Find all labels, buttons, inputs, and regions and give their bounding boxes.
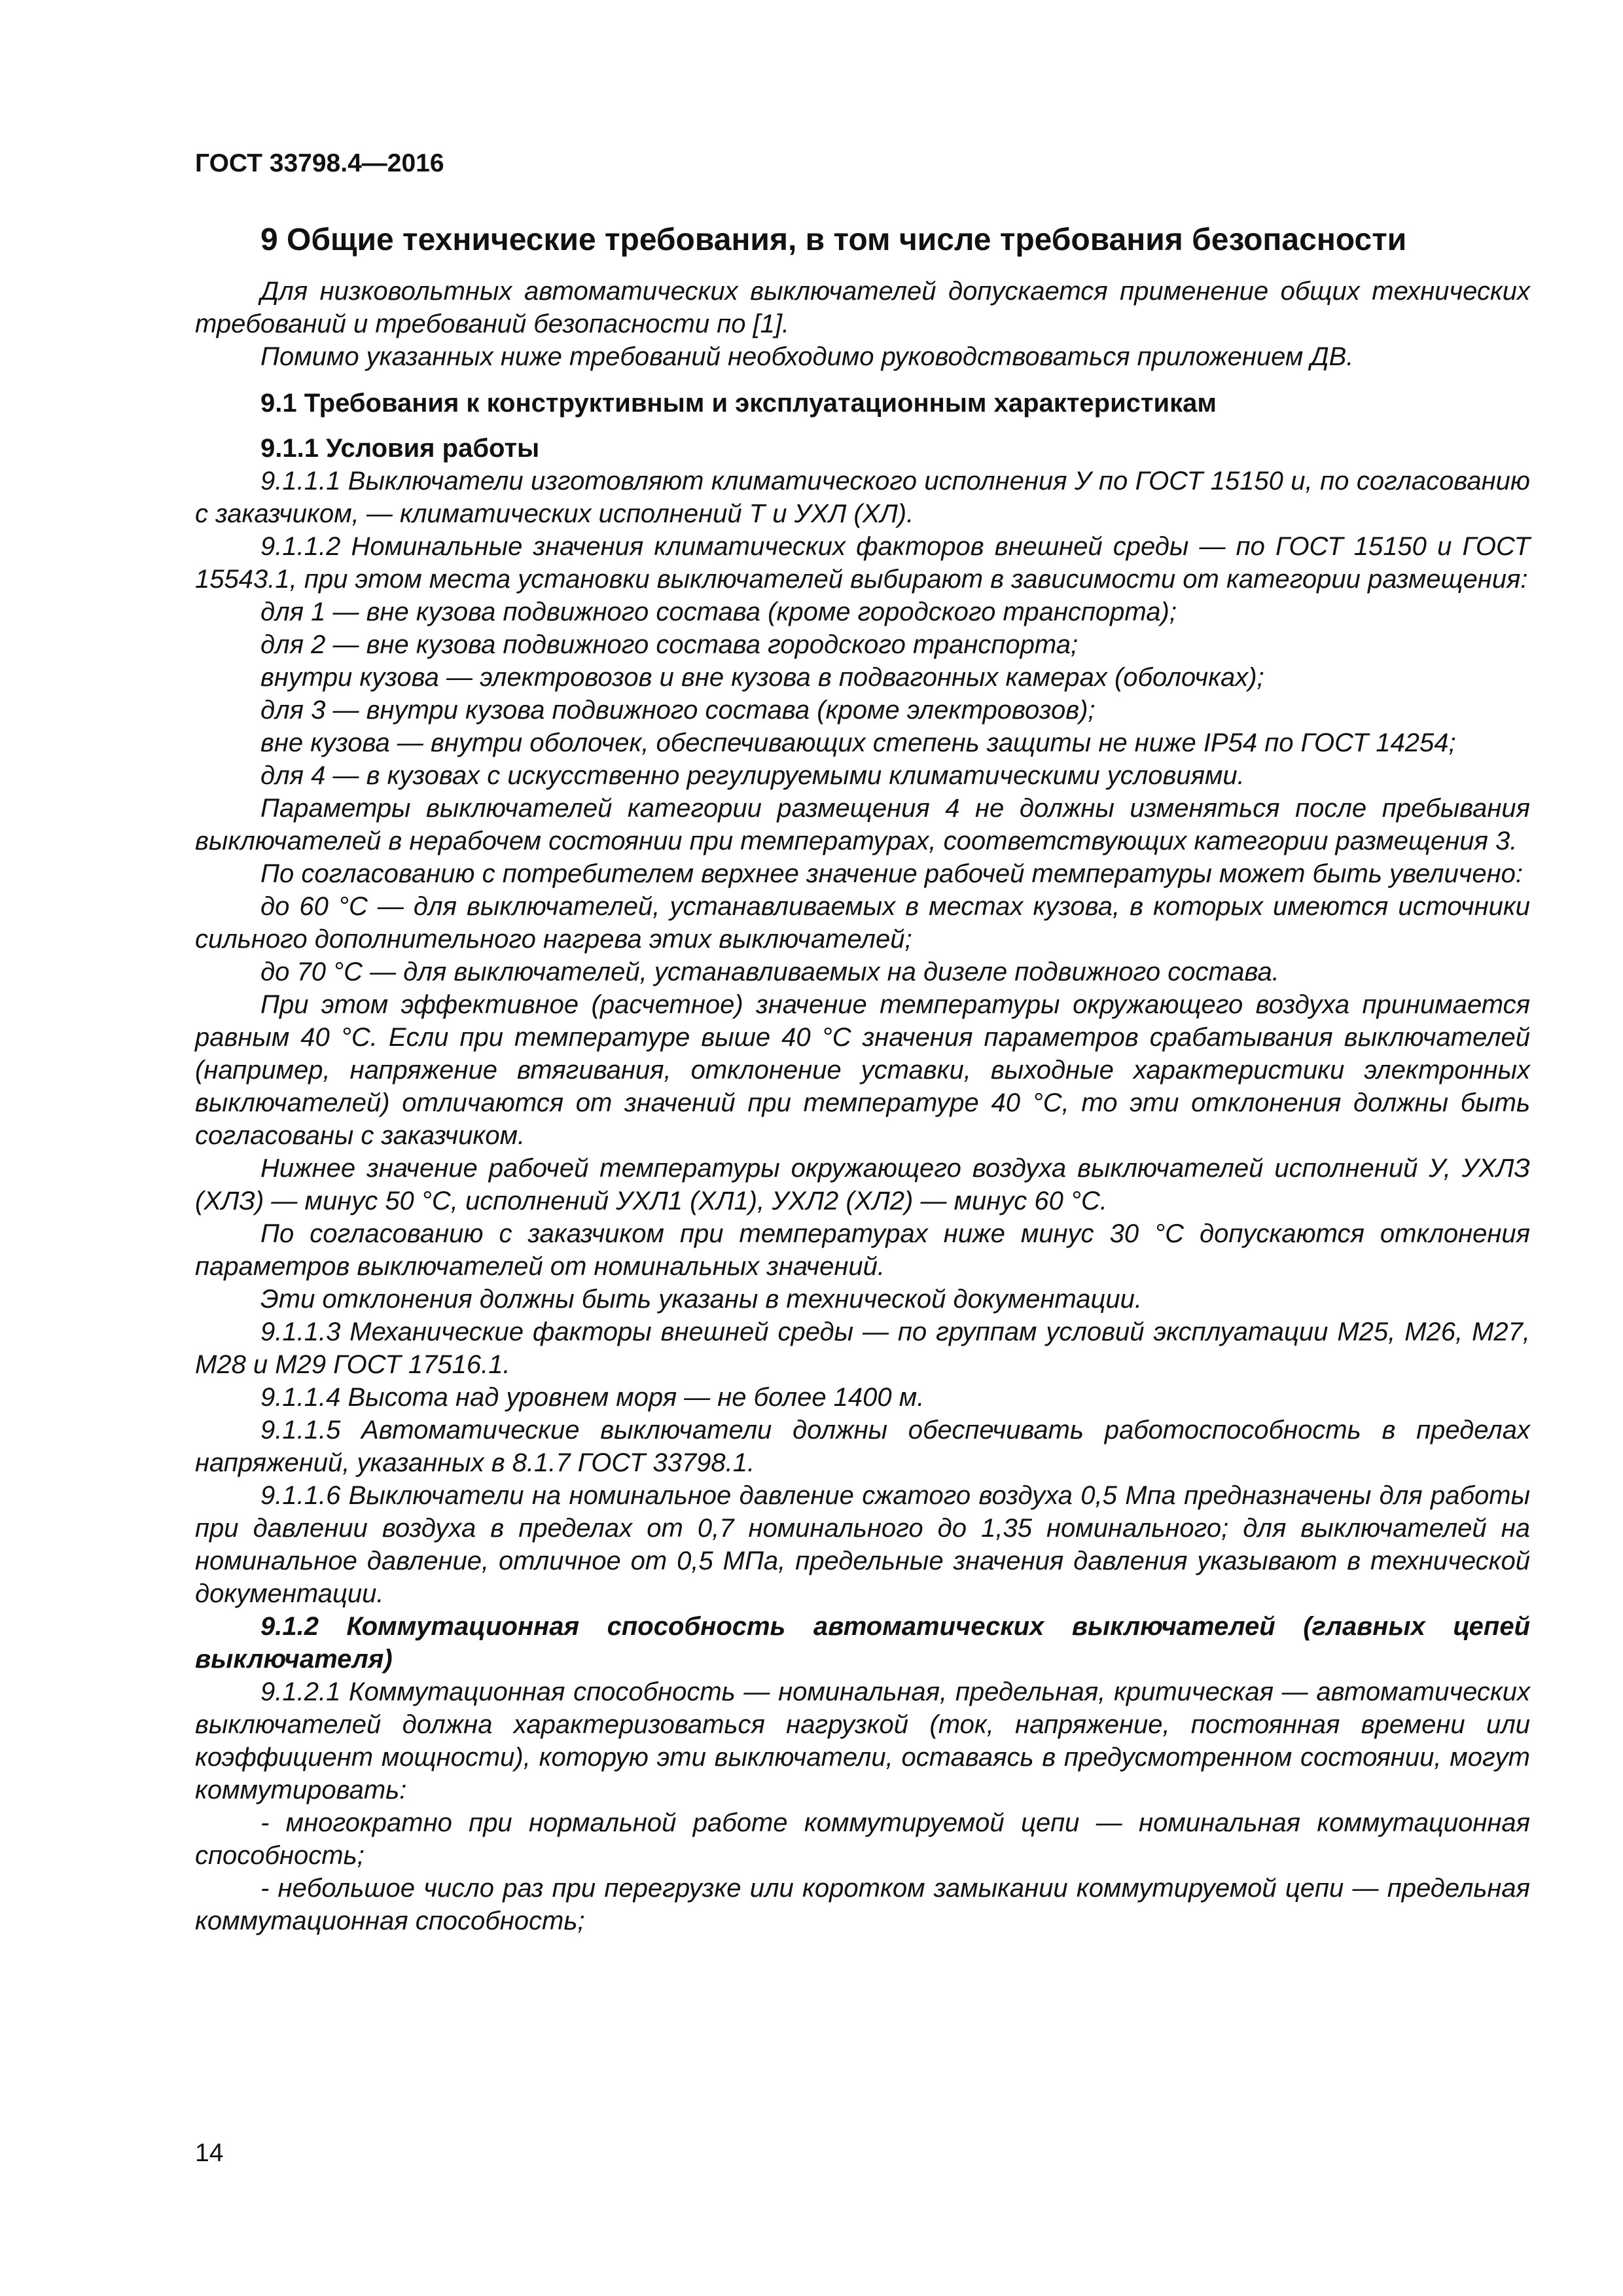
paragraph: - небольшое число раз при перегрузке или коротком замыкании коммутируемой цепи — предельная коммутационная способность; (195, 1874, 1530, 1935)
document-body (195, 220, 1530, 1937)
paragraph: до 70 °С — для выключателей, устанавливаемых на дизеле подвижного состава. (260, 958, 1279, 986)
paragraph: - многократно при нормальной работе коммутируемой цепи — номинальная коммутационная способность; (195, 1808, 1530, 1870)
list-item: вне кузова — внутри оболочек, обеспечивающих степень защиты не ниже IP54 по ГОСТ 14254; (260, 728, 1456, 757)
section-title: 9 Общие технические требования, в том числе требования безопасности (260, 223, 1407, 257)
paragraph: Эти отклонения должны быть указаны в технической документации. (260, 1285, 1142, 1314)
paragraph: Параметры выключателей категории размещения 4 не должны изменяться после пребывания выключателей в нерабочем состоянии при температурах, соответствующих категории размещения 3. (195, 794, 1530, 855)
subsection-title: 9.1 Требования к конструктивным и эксплуатационным характеристикам (260, 389, 1217, 418)
document-header: ГОСТ 33798.4—2016 (195, 149, 444, 177)
paragraph: Нижнее значение рабочей температуры окружающего воздуха выключателей исполнений У, УХЛЗ (ХЛЗ) — минус 50 °С, исполнений УХЛ1 (ХЛ1), УХЛ2 (ХЛ2) — минус 60 °С. (195, 1154, 1530, 1215)
list-item: внутри кузова — электровозов и вне кузова в подвагонных камерах (оболочках); (260, 663, 1264, 692)
list-item: для 2 — вне кузова подвижного состава городского транспорта; (260, 630, 1079, 659)
list-item: для 4 — в кузовах с искусственно регулируемыми климатическими условиями. (260, 761, 1245, 790)
paragraph: Помимо указанных ниже требований необходимо руководствоваться приложением ДВ. (260, 342, 1354, 371)
paragraph: 9.1.1.3 Механические факторы внешней среды — по группам условий эксплуатации М25, М26, М27, М28 и М29 ГОСТ 17516.1. (195, 1318, 1530, 1379)
subsubsection-title: 9.1.1 Условия работы (260, 434, 540, 463)
paragraph: до 60 °С — для выключателей, устанавливаемых в местах кузова, в которых имеются источники сильного дополнительного нагрева этих выключателей; (195, 892, 1530, 954)
paragraph: При этом эффективное (расчетное) значение температуры окружающего воздуха принимается равным 40 °С. Если при температуре выше 40 °С значения параметров срабатывания выключателей (например, напряжение втягивания, отклонение уставки, выходные характеристики электронных выключателей) отличаются от значений при температуре 40 °С, то эти отклонения должны быть согласованы с заказчиком. (195, 990, 1530, 1150)
subsubsection-title: 9.1.2 Коммутационная способность автоматических выключателей (главных цепей выключателя) (195, 1612, 1530, 1674)
paragraph: 9.1.1.2 Номинальные значения климатических факторов внешней среды — по ГОСТ 15150 и ГОСТ 15543.1, при этом места установки выключателей выбирают в зависимости от категории размещения: (195, 532, 1530, 594)
paragraph: По согласованию с заказчиком при температурах ниже минус 30 °С допускаются отклонения параметров выключателей от номинальных значений. (195, 1219, 1530, 1281)
paragraph: 9.1.1.4 Высота над уровнем моря — не более 1400 м. (260, 1383, 925, 1412)
paragraph: Для низковольтных автоматических выключателей допускается применение общих технических требований и требований безопасности по [1]. (195, 277, 1530, 338)
page-number: 14 (195, 2139, 224, 2167)
paragraph: 9.1.2.1 Коммутационная способность — номинальная, предельная, критическая — автоматических выключателей должна характеризоваться нагрузкой (ток, напряжение, постоянная времени или коэффициент мощности), которую эти выключатели, оставаясь в предусмотренном состоянии, могут коммутировать: (195, 1677, 1530, 1804)
paragraph: 9.1.1.5 Автоматические выключатели должны обеспечивать работоспособность в пределах напряжений, указанных в 8.1.7 ГОСТ 33798.1. (195, 1416, 1530, 1477)
list-item: для 1 — вне кузова подвижного состава (кроме городского транспорта); (260, 598, 1177, 626)
paragraph: 9.1.1.6 Выключатели на номинальное давление сжатого воздуха 0,5 Мпа предназначены для работы при давлении воздуха в пределах от 0,7 номинального до 1,35 номинального; для выключателей на номинальное давление, отличное от 0,5 МПа, предельные значения давления указывают в технической документации. (195, 1481, 1530, 1608)
paragraph: По согласованию с потребителем верхнее значение рабочей температуры может быть увеличено: (260, 859, 1524, 888)
paragraph: 9.1.1.1 Выключатели изготовляют климатического исполнения У по ГОСТ 15150 и, по согласованию с заказчиком, — климатических исполнений Т и УХЛ (ХЛ). (195, 467, 1530, 528)
list-item: для 3 — внутри кузова подвижного состава (кроме электровозов); (260, 696, 1096, 725)
